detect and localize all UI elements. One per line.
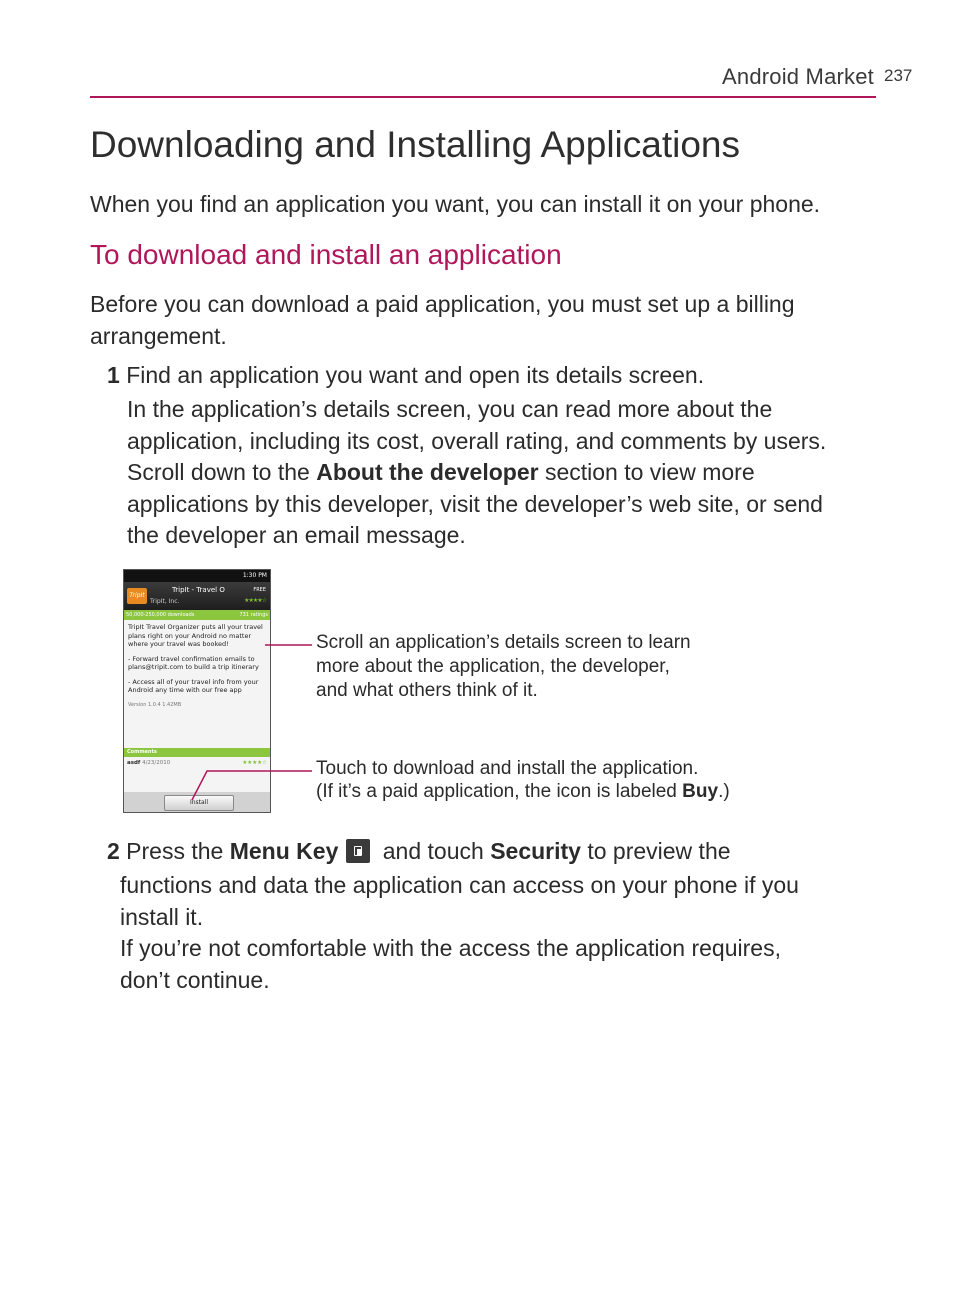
step-2 — [107, 838, 731, 865]
install-callout-line-2 — [316, 780, 730, 803]
step-2-line-5: don’t continue. — [120, 966, 270, 993]
app-price: FREE — [253, 587, 266, 593]
section-title: Android Market — [722, 64, 874, 89]
billing-line-2: arrangement. — [90, 323, 227, 349]
step-2-post: to preview the — [580, 838, 731, 864]
step-1-line-1: Find an application you want and open its details screen. — [126, 362, 705, 388]
step-1-line-4-post: section to view more — [538, 459, 755, 486]
step-1-line-6: the developer an email message. — [127, 522, 466, 549]
step-2-line-2: functions and data the application can access on your phone if you — [120, 872, 799, 898]
install-callout — [316, 757, 730, 803]
downloads-count: 50,000-250,000 downloads — [126, 612, 195, 618]
install-button[interactable]: Install — [164, 795, 234, 811]
step-1-line-4-pre: Scroll down to the — [127, 459, 317, 486]
step-2-press: Press the — [119, 838, 230, 864]
install-callout-line-1: Touch to download and install the application. — [316, 758, 699, 779]
step-1-number: 1 — [107, 362, 120, 388]
step-2-line-4: If you’re not comfortable with the access the application requires, — [120, 935, 781, 961]
menu-key-icon — [346, 839, 370, 863]
install-callout-post: .) — [718, 781, 730, 802]
desc-paragraph-1: TripIt Travel Organizer puts all your travel plans right on your Android no matter where your travel was booked! — [128, 623, 263, 648]
app-logo-icon: TripIt — [127, 588, 147, 604]
page-title: Downloading and Installing Applications — [90, 124, 740, 165]
desc-paragraph-3: - Access all of your travel info from your Android any time with our free app — [128, 677, 259, 694]
menu-key-term: Menu Key — [229, 838, 339, 864]
install-callout-line — [192, 771, 312, 800]
about-developer-term: About the developer — [316, 459, 539, 486]
comment-user: asdf — [127, 760, 141, 766]
page-number: 237 — [884, 66, 913, 85]
desc-paragraph-2: - Forward travel confirmation emails to plans@tripit.com to build a trip itinerary — [128, 654, 259, 671]
step-1-line-5: applications by this developer, visit the developer’s web site, or send — [127, 490, 823, 517]
install-callout-pre: (If it’s a paid application, the icon is labeled — [316, 781, 683, 802]
step-1-line-2: In the application’s details screen, you can read more about the — [127, 396, 773, 422]
buy-term: Buy — [682, 781, 719, 802]
app-version: Version 1.0.4 1.42MB — [128, 701, 182, 708]
rating-stars-icon: ★★★★☆ — [244, 597, 266, 604]
app-developer: TripIt, Inc. — [150, 598, 180, 605]
details-callout — [316, 631, 691, 703]
comment-stars-icon: ★★★★☆ — [242, 760, 267, 766]
status-bar: 1:30 PM — [124, 570, 270, 582]
details-callout-line-1: Scroll an application’s details screen to learn — [316, 632, 691, 653]
step-2-line-3: install it. — [120, 903, 204, 930]
intro-paragraph: When you find an application you want, you can install it on your phone. — [90, 191, 821, 217]
app-name: TripIt - Travel O — [172, 586, 225, 594]
subheading: To download and install an application — [90, 239, 562, 270]
comment-date: 4/23/2010 — [142, 760, 171, 766]
step-2-body — [120, 870, 799, 996]
details-callout-line-2: more about the application, the developer, — [316, 656, 670, 677]
step-1-line-3: application, including its cost, overall rating, and comments by users. — [127, 427, 827, 454]
ratings-count: 731 ratings — [239, 612, 268, 618]
details-callout-line-3: and what others think of it. — [316, 680, 538, 701]
comments-header: Comments — [124, 748, 270, 757]
step-2-and-touch: and touch — [376, 838, 491, 864]
billing-line-1: Before you can download a paid application, you must set up a billing — [90, 291, 795, 317]
step-2-number: 2 — [107, 838, 120, 864]
security-term: Security — [490, 838, 581, 864]
